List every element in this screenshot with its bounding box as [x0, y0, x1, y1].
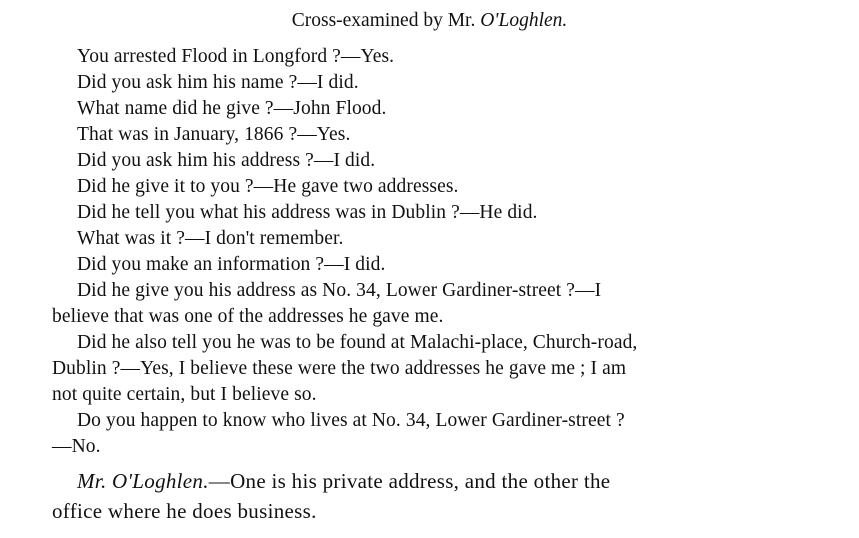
statement-text: —One is his private address, and the other the	[208, 469, 611, 493]
testimony-line: Dublin ?—Yes, I believe these were the two addresses he gave me ; I am	[52, 358, 627, 379]
testimony-line: Did you ask him his address ?—I did.	[77, 150, 376, 171]
testimony-line: Do you happen to know who lives at No. 34, Lower Gardiner-street ?	[77, 410, 625, 431]
testimony-line: Did he also tell you he was to be found at Malachi-place, Church-road,	[77, 332, 638, 353]
testimony-line: not quite certain, but I believe so.	[52, 384, 317, 405]
testimony-line: Did you ask him his name ?—I did.	[77, 72, 359, 93]
testimony-line: Did he give it to you ?—He gave two addresses.	[77, 176, 459, 197]
testimony-line: Did you make an information ?—I did.	[77, 254, 386, 275]
testimony-line: What was it ?—I don't remember.	[77, 228, 344, 249]
statement-speaker: Mr. O'Loghlen.	[77, 469, 209, 493]
statement-line	[52, 466, 832, 496]
testimony-line: What name did he give ?—John Flood.	[77, 98, 387, 119]
section-heading	[0, 8, 859, 34]
testimony-line: —No.	[52, 436, 101, 457]
testimony-line: believe that was one of the addresses he gave me.	[52, 306, 444, 327]
statement-line: office where he does business.	[52, 499, 317, 523]
cropped-next-heading	[232, 524, 612, 538]
testimony-line: You arrested Flood in Longford ?—Yes.	[77, 46, 395, 67]
testimony-line: Did he give you his address as No. 34, Lower Gardiner-street ?—I	[77, 280, 602, 301]
counsel-statement	[52, 466, 832, 526]
heading-prefix: Cross-examined by Mr.	[291, 10, 481, 31]
testimony-line: That was in January, 1866 ?—Yes.	[77, 124, 351, 145]
heading-examiner-name: O'Loghlen.	[480, 10, 568, 31]
testimony-line: Did he tell you what his address was in Dublin ?—He did.	[77, 202, 538, 223]
testimony-body	[52, 44, 832, 526]
cropped-text-fragment	[232, 524, 612, 538]
